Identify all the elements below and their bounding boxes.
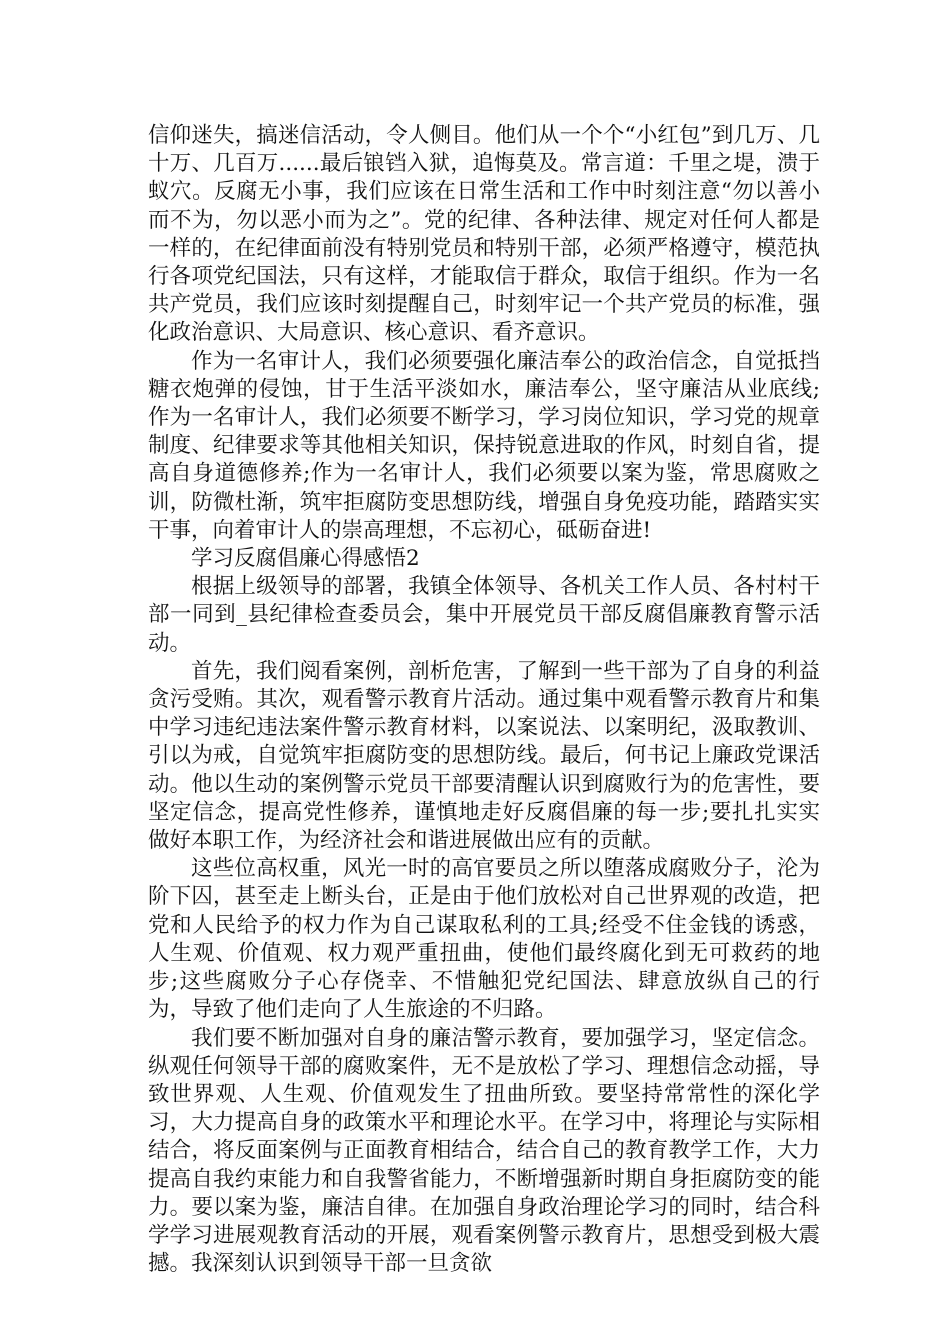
- document-body: [148, 122, 820, 1278]
- paragraph-continued: 信仰迷失，搞迷信活动，令人侧目。他们从一个个“小红包”到几万、几十万、几百万......最后锒铛入狱，追悔莫及。常言道：千里之堤，溃于蚁穴。反腐无小事，我们应该在日常生活和工作中时刻注意“勿以善小而不为，勿以恶小而为之”。党的纪律、各种法律、规定对任何人都是一样的，在纪律面前没有特别党员和特别干部，必须严格遵守，模范执行各项党纪国法，只有这样，才能取信于群众，取信于组织。作为一名共产党员，我们应该时刻提醒自己，时刻牢记一个共产党员的标准，强化政治意识、大局意识、核心意识、看齐意识。: [148, 123, 820, 346]
- paragraph-deployment: 根据上级领导的部署，我镇全体领导、各机关工作人员、各村村干部一同到_县纪律检查委员会，集中开展党员干部反腐倡廉教育警示活动。: [148, 574, 820, 656]
- paragraph-auditor: 作为一名审计人，我们必须要强化廉洁奉公的政治信念，自觉抵挡糖衣炮弹的侵蚀，甘于生活平淡如水，廉洁奉公，坚守廉洁从业底线;作为一名审计人，我们必须要不断学习，学习岗位知识，学习党的规章制度、纪律要求等其他相关知识，保持锐意进取的作风，时刻自省，提高自身道德修养;作为一名审计人，我们必须要以案为鉴，常思腐败之训，防微杜渐，筑牢拒腐防变思想防线，增强自身免疫功能，踏踏实实干事，向着审计人的崇高理想，不忘初心，砥砺奋进!: [148, 348, 820, 543]
- paragraph-education: 我们要不断加强对自身的廉洁警示教育，要加强学习，坚定信念。纵观任何领导干部的腐败案件，无不是放松了学习、理想信念动摇，导致世界观、人生观、价值观发生了扭曲所致。要坚持常常性的深化学习，大力提高自身的政策水平和理论水平。在学习中，将理论与实际相结合，将反面案例与正面教育相结合，结合自己的教育教学工作，大力提高自我约束能力和自我警省能力，不断增强新时期自身拒腐防变的能力。要以案为鉴，廉洁自律。在加强自身政治理论学习的同时，结合科学学习进展观教育活动的开展，观看案例警示教育片，思想受到极大震撼。我深刻认识到领导干部一旦贪欲: [148, 1025, 820, 1277]
- paragraph-officials: 这些位高权重，风光一时的高官要员之所以堕落成腐败分子，沦为阶下囚，甚至走上断头台，正是由于他们放松对自己世界观的改造，把党和人民给予的权力作为自己谋取私利的工具;经受不住金钱的诱惑，人生观、价值观、权力观严重扭曲，使他们最终腐化到无可救药的地步;这些腐败分子心存侥幸、不惜触犯党纪国法、肆意放纵自己的行为，导致了他们走向了人生旅途的不归路。: [148, 856, 820, 1023]
- paragraph-first: 首先，我们阅看案例，剖析危害，了解到一些干部为了自身的利益贪污受贿。其次，观看警示教育片活动。通过集中观看警示教育片和集中学习违纪违法案件警示教育材料，以案说法、以案明纪，汲取教训、引以为戒，自觉筑牢拒腐防变的思想防线。最后，何书记上廉政党课活动。他以生动的案例警示党员干部要清醒认识到腐败行为的危害性，要坚定信念，提高党性修养，谨慎地走好反腐倡廉的每一步;要扎扎实实做好本职工作，为经济社会和谐进展做出应有的贡献。: [148, 658, 820, 854]
- section-heading: 学习反腐倡廉心得感悟2: [191, 546, 420, 572]
